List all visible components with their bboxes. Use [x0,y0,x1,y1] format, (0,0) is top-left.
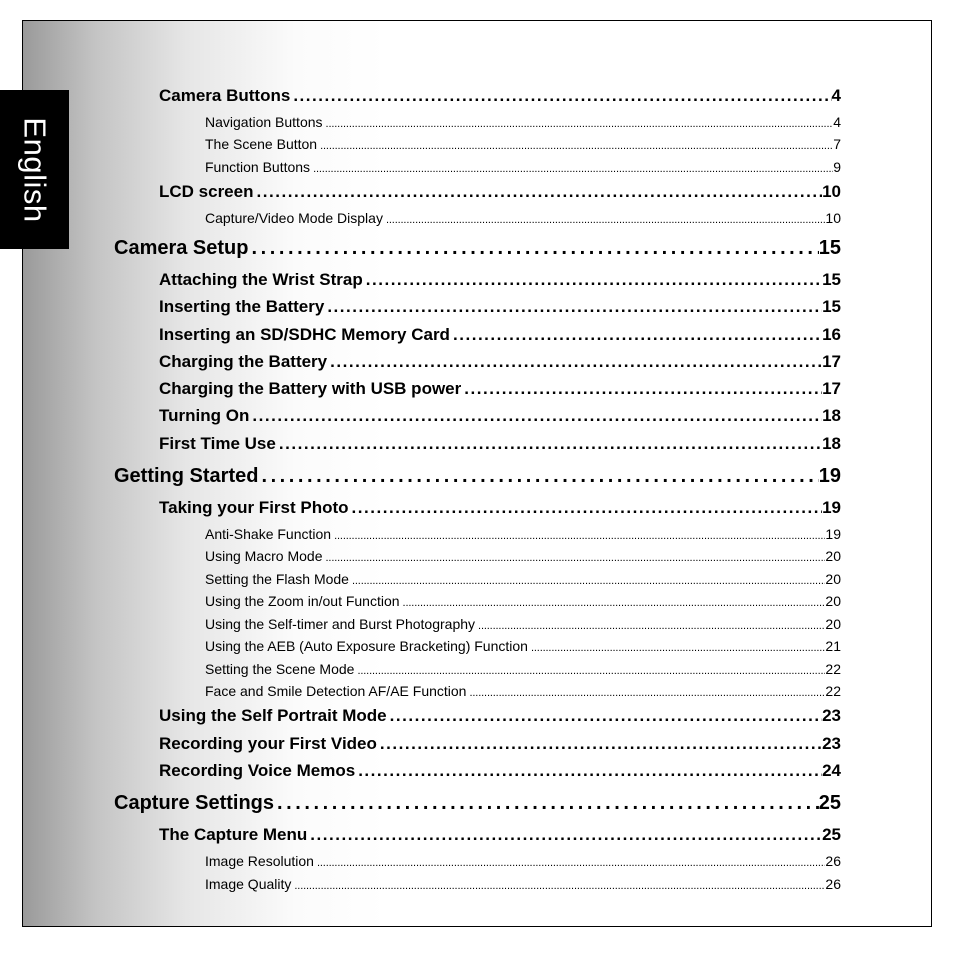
toc-entry-title: Capture/Video Mode Display [205,210,383,226]
toc-entry-page: 20 [825,548,841,564]
toc-entry[interactable] [205,593,841,609]
toc-entry-title: Camera Setup [114,237,249,259]
leader-dots [349,571,825,587]
toc-entry-title: Taking your First Photo [159,498,349,517]
toc-entry-page: 25 [818,792,841,814]
toc-entry-page: 15 [818,237,841,259]
toc-entry-page: 23 [822,706,841,725]
toc-entry-title: Using the AEB (Auto Exposure Bracketing) Function [205,638,528,654]
toc-entry-title: Inserting the Battery [159,297,325,316]
toc-entry-title: Attaching the Wrist Strap [159,270,363,289]
toc-entry-page: 4 [831,86,841,105]
toc-entry-page: 22 [825,683,841,699]
toc-entry[interactable] [205,616,841,632]
toc-entry[interactable] [159,498,841,518]
leader-dots [383,210,825,226]
leader-dots [253,182,822,202]
toc-entry-page: 7 [833,136,841,152]
leader-dots [290,86,831,106]
toc-entry-page: 21 [825,638,841,654]
toc-entry-title: Charging the Battery with USB power [159,379,462,398]
toc-entry[interactable] [205,638,841,654]
leader-dots [349,498,823,518]
leader-dots [400,593,826,609]
toc-entry-title: Image Resolution [205,853,314,869]
leader-dots [377,734,822,754]
toc-entry-title: Image Quality [205,876,292,892]
leader-dots [276,434,822,454]
toc-entry-page: 9 [833,159,841,175]
leader-dots [528,638,825,654]
toc-entry-page: 15 [822,270,841,289]
language-tab-label: English [17,116,53,223]
leader-dots [291,876,825,892]
toc-entry-page: 23 [822,734,841,753]
toc-entry[interactable] [205,114,841,130]
leader-dots [310,159,833,175]
toc-entry-title: Recording your First Video [159,734,377,753]
toc-entry-title: Using the Zoom in/out Function [205,593,400,609]
toc-entry-title: Recording Voice Memos [159,761,356,780]
leader-dots [450,325,822,345]
toc-entry[interactable] [205,210,841,226]
toc-entry[interactable] [205,683,841,699]
leader-dots [475,616,825,632]
leader-dots [461,379,822,399]
toc-entry-page: 4 [833,114,841,130]
toc-entry-page: 15 [822,297,841,316]
toc-entry-title: The Scene Button [205,136,318,152]
toc-entry-title: Charging the Battery [159,352,328,371]
toc-entry-page: 25 [822,825,841,844]
toc-entry-title: Face and Smile Detection AF/AE Function [205,683,467,699]
toc-entry[interactable] [159,182,841,202]
toc-entry-page: 17 [822,352,841,371]
leader-dots [387,706,822,726]
toc-entry-title: Getting Started [114,465,259,487]
toc-entry-page: 19 [818,465,841,487]
toc-entry[interactable] [205,853,841,869]
toc-entry-page: 20 [825,593,841,609]
leader-dots [324,297,822,317]
leader-dots [258,465,818,488]
toc-entry[interactable] [205,159,841,175]
toc-entry[interactable] [159,434,841,454]
toc-entry-page: 10 [825,210,841,226]
toc-entry-page: 26 [825,853,841,869]
leader-dots [327,352,822,372]
toc-entry-title: Function Buttons [205,159,311,175]
toc-entry-title: Using Macro Mode [205,548,323,564]
toc-entry-title: The Capture Menu [159,825,308,844]
toc-entry[interactable] [114,465,841,488]
toc-entry-page: 18 [822,406,841,425]
toc-entry[interactable] [114,792,841,815]
toc-entry-title: Capture Settings [114,792,275,814]
toc-entry-page: 22 [825,661,841,677]
toc-entry[interactable] [205,876,841,892]
toc-entry-title: Camera Buttons [159,86,291,105]
leader-dots [317,136,833,152]
toc-entry[interactable] [114,237,841,260]
toc-entry[interactable] [159,86,841,106]
leader-dots [354,661,825,677]
toc-entry[interactable] [205,571,841,587]
toc-entry-title: Setting the Scene Mode [205,661,355,677]
toc-entry-title: Using the Self-timer and Burst Photography [205,616,476,632]
leader-dots [331,526,825,542]
toc-entry-title: Setting the Flash Mode [205,571,349,587]
toc-entry-title: Using the Self Portrait Mode [159,706,387,725]
toc-entry-title: LCD screen [159,182,254,201]
toc-entry[interactable] [205,548,841,564]
leader-dots [249,237,819,260]
toc-entry-page: 26 [825,876,841,892]
toc-entry[interactable] [159,706,841,726]
leader-dots [466,683,825,699]
toc-entry[interactable] [159,825,841,845]
toc-entry-page: 10 [822,182,841,201]
toc-entry[interactable] [159,270,841,290]
toc-entry[interactable] [205,526,841,542]
leader-dots [274,792,819,815]
toc-entry[interactable] [159,761,841,781]
toc-entry[interactable] [159,297,841,317]
leader-dots [307,825,822,845]
toc-entry-title: First Time Use [159,434,276,453]
leader-dots [314,853,825,869]
leader-dots [249,406,822,426]
toc-entry-title: Turning On [159,406,250,425]
toc-entry[interactable] [159,325,841,345]
toc-entry-page: 24 [822,761,841,780]
toc-entry-title: Anti-Shake Function [205,526,332,542]
toc-entry[interactable] [159,352,841,372]
toc-entry[interactable] [159,406,841,426]
toc-entry[interactable] [159,734,841,754]
toc-entry-page: 18 [822,434,841,453]
toc-entry-title: Navigation Buttons [205,114,323,130]
toc-entry[interactable] [159,379,841,399]
toc-entry-page: 20 [825,571,841,587]
leader-dots [355,761,822,781]
toc-entry[interactable] [205,661,841,677]
toc-entry-page: 19 [822,498,841,517]
toc-entry-page: 16 [822,325,841,344]
toc-entry[interactable] [205,136,841,152]
leader-dots [363,270,822,290]
toc-entry-page: 17 [822,379,841,398]
toc-entry-title: Inserting an SD/SDHC Memory Card [159,325,450,344]
toc-entry-page: 19 [825,526,841,542]
leader-dots [323,548,826,564]
toc-entry-page: 20 [825,616,841,632]
leader-dots [323,114,834,130]
